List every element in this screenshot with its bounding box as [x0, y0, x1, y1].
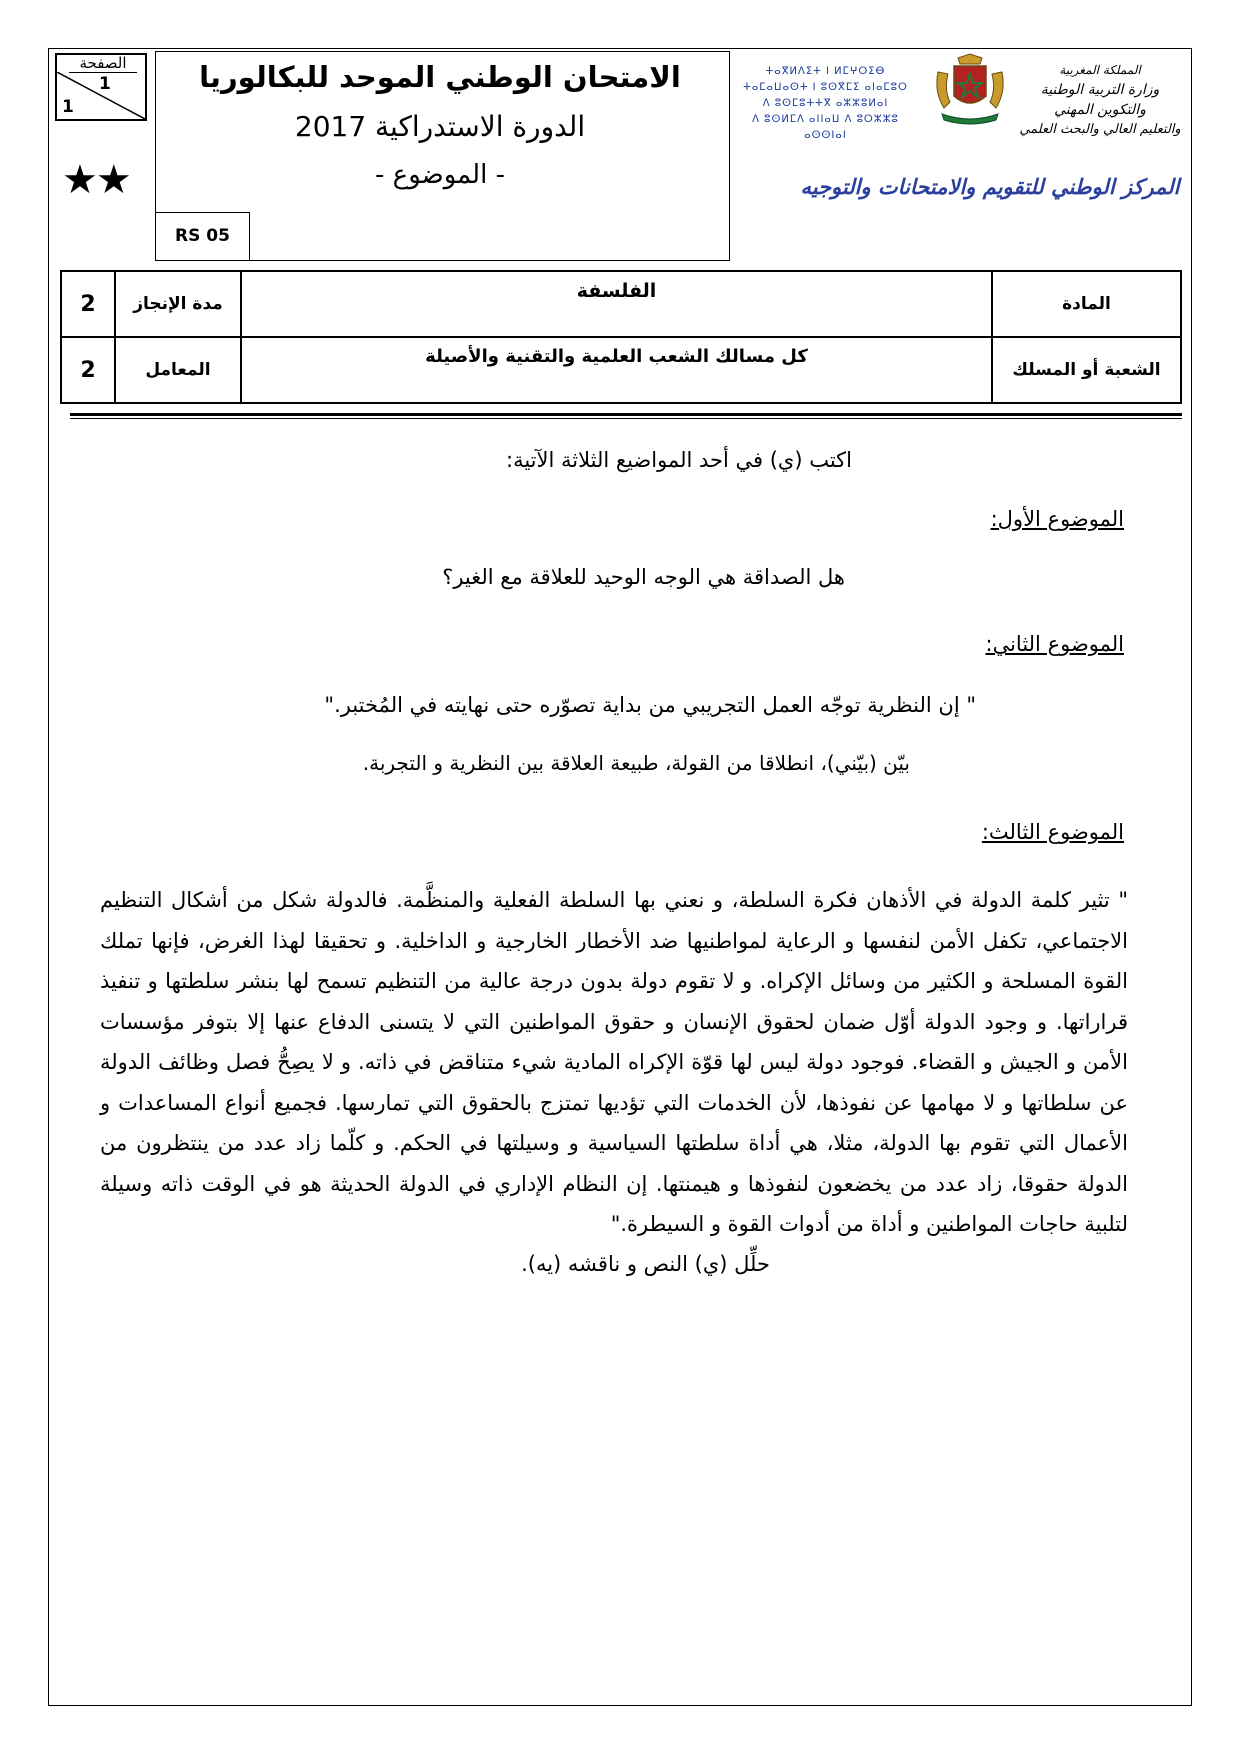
topic2-task: بيّن (بيّني)، انطلاقا من القولة، طبيعة العلاقة بين النظرية و التجربة. [362, 751, 910, 775]
page-label: الصفحة [69, 55, 137, 73]
tifinagh-line: ⴷ ⵓⵙⵍⵎⴷ ⴰⵏⵏⴰⵡ ⴷ ⵓⵔⵣⵣⵓ ⴰⵙⵙⵏⴰⵏ [752, 114, 899, 141]
ministry-line: والتكوين المهني [1054, 102, 1146, 118]
subject-label-cell: المادة [992, 271, 1181, 337]
ministry-line: المملكة المغربية [1059, 63, 1141, 77]
exam-code: RS 05 [155, 212, 250, 261]
topic3-heading: الموضوع الثالث: [981, 820, 1124, 844]
topic1-heading: الموضوع الأول: [990, 507, 1124, 531]
instructions: اكتب (ي) في أحد المواضيع الثلاثة الآتية: [506, 448, 852, 472]
subject-label: - الموضوع - [375, 160, 505, 190]
page-current: 1 [99, 74, 111, 94]
subject-value-cell: الفلسفة [241, 271, 992, 337]
exam-title: الامتحان الوطني الموحد للبكالوريا [199, 60, 681, 94]
tifinagh-line: ⴷ ⵓⵙⵎⵓⵜⵜⴳ ⴰⵣⵣⵓⵍⴰⵏ [762, 98, 889, 109]
page-number-box [55, 53, 147, 121]
exam-info-table [60, 270, 1182, 404]
topic3-task: حلِّل (ي) النص و ناقشه (يه). [521, 1252, 770, 1276]
topic1-question: هل الصداقة هي الوجه الوحيد للعلاقة مع الغير؟ [442, 565, 845, 589]
table-row [61, 271, 1181, 337]
ministry-name [1010, 60, 1190, 140]
evaluation-center-name: المركز الوطني للتقويم والامتحانات والتوجيه [800, 175, 1180, 199]
topic3-text: " تثير كلمة الدولة في الأذهان فكرة السلطة، و نعني بها السلطة الفعلية والمنظَّمة. فالدولة شكل من أشكال التنظيم الاجتماعي، تكفل الأمن لنفسها و الرعاية لمواطنيها ضد الأخطار الخارجية و الداخلية. و تحقيقا لهذا الغرض، فإنها تملك القوة المسلحة و الكثير من وسائل الإكراه. و لا تقوم دولة بدون درجة عالية من التنظيم تسمح لها بنشر سلطتها و تنفيذ قراراتها. و وجود الدولة أوّل ضمان لحقوق الإنسان و حقوق المواطنين التي لا يتسنى الدفاع عنها إلا بتوفر مؤسسات الأمن و الجيش و القضاء. فوجود دولة ليس لها قوّة الإكراه المادية شيء متناقض في ذاته. و لا يصِحُّ فصل وظائف الدولة عن سلطاتها و لا مهامها عن نفوذها، لأن الخدمات التي تؤديها تمتزج بالحقوق التي تمارسها. فجميع أنواع المساعدات و الأعمال التي تقوم بها الدولة، مثلا، هي أداة سلطتها السياسية و وسيلتها في الحكم. و كلّما زاد عدد من ينتظرون من الدولة حقوقا، زاد عدد من يخضعون لنفوذها و هيمنتها. إن النظام الإداري في الدولة الحديثة هو في الوقت ذاته وسيلة لتلبية حاجات المواطنين و أداة من أدوات القوة و السيطرة." [100, 888, 1128, 1236]
branch-value-cell: كل مسالك الشعب العلمية والتقنية والأصيلة [241, 337, 992, 403]
tifinagh-line: ⵜⴰⴳⵍⴷⵉⵜ ⵏ ⵍⵎⵖⵔⵉⴱ [765, 66, 886, 77]
duration-label-cell: مدة الإنجاز [115, 271, 241, 337]
tifinagh-line: ⵜⴰⵎⴰⵡⴰⵙⵜ ⵏ ⵓⵙⴳⵎⵉ ⴰⵏⴰⵎⵓⵔ [743, 82, 908, 93]
page-total: 1 [62, 97, 74, 117]
table-row [61, 337, 1181, 403]
coef-value-cell: 2 [61, 337, 115, 403]
divider [70, 418, 1182, 419]
divider [70, 413, 1182, 416]
topic2-heading: الموضوع الثاني: [985, 632, 1124, 656]
duration-value-cell: 2 [61, 271, 115, 337]
topic2-quote: " إن النظرية توجّه العمل التجريبي من بداية تصوّره حتى نهايته في المُختبر." [324, 693, 976, 717]
coat-of-arms-icon [930, 52, 1010, 128]
tifinagh-ministry [738, 64, 913, 144]
coef-label-cell: المعامل [115, 337, 241, 403]
branch-label-cell: الشعبة أو المسلك [992, 337, 1181, 403]
difficulty-stars-icon: ★★ [62, 157, 130, 203]
ministry-line: والتعليم العالي والبحث العلمي [1019, 122, 1181, 137]
exam-session: الدورة الاستدراكية 2017 [294, 110, 586, 143]
ministry-line: وزارة التربية الوطنية [1040, 82, 1160, 98]
